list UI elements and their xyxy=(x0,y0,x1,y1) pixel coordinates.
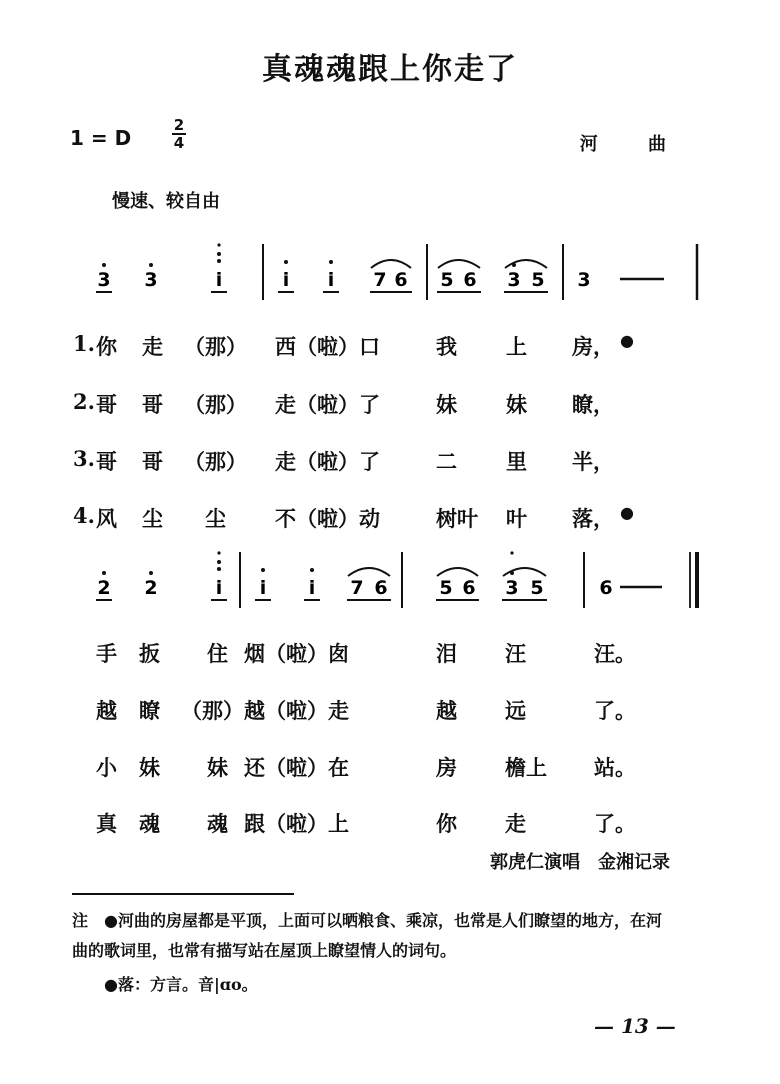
staff1-note: 5 xyxy=(440,269,454,291)
lyric: 檐上 xyxy=(505,755,547,780)
song-origin: 河 曲 xyxy=(579,134,688,155)
verse-number: 2. xyxy=(73,389,95,414)
lyric: 走（啦）了 xyxy=(275,392,380,417)
performer-credits: 郭虎仁演唱 金湘记录 xyxy=(490,852,670,873)
song-title: 真魂魂跟上你走了 xyxy=(262,52,518,87)
lyric: 树叶 xyxy=(436,506,478,531)
lyric: 哥 xyxy=(96,392,117,417)
lyric: 魂 xyxy=(139,811,160,836)
lyric: （那） xyxy=(181,698,244,723)
footnote-label: 注 xyxy=(72,911,89,930)
notation-staff-1 xyxy=(0,236,780,308)
footnote-marker: ● xyxy=(620,503,634,522)
lyric: 魂 xyxy=(207,811,228,836)
staff1-note: i xyxy=(282,269,290,291)
lyric: 叶 xyxy=(506,506,527,531)
staff2-note: 5 xyxy=(530,577,544,599)
lyric: 还（啦）在 xyxy=(244,755,349,780)
lyric: 远 xyxy=(505,698,526,723)
staff1-note: i xyxy=(327,269,335,291)
lyric: 站。 xyxy=(594,755,636,780)
staff2-note: 7 xyxy=(350,577,364,599)
staff2-note: 2 xyxy=(97,577,111,599)
lyric: （那） xyxy=(184,449,247,474)
lyric: 妹 xyxy=(207,755,228,780)
lyric: 妹 xyxy=(436,392,457,417)
staff2-note: i xyxy=(308,577,316,599)
page-number: — 13 — xyxy=(594,1014,676,1038)
lyric: 上 xyxy=(506,334,527,359)
lyric: 里 xyxy=(506,449,527,474)
lyric: 房 xyxy=(436,755,457,780)
verse-number: 3. xyxy=(73,446,95,471)
lyric: 越 xyxy=(96,698,117,723)
lyric: 哥 xyxy=(142,449,163,474)
lyric: 你 xyxy=(436,811,457,836)
staff1-note: 5 xyxy=(531,269,545,291)
staff2-note: 6 xyxy=(374,577,388,599)
footnote-divider xyxy=(72,893,294,895)
lyric: 二 xyxy=(436,449,457,474)
lyric: 汪。 xyxy=(594,641,636,666)
lyric: 房， xyxy=(572,334,614,359)
lyric: 西（啦）口 xyxy=(275,334,380,359)
lyric: 风 xyxy=(96,506,117,531)
lyric: 汪 xyxy=(505,641,526,666)
staff2-note: 2 xyxy=(144,577,158,599)
lyric: 瞭， xyxy=(572,392,614,417)
staff1-note: 3 xyxy=(97,269,111,291)
time-signature xyxy=(172,118,186,150)
staff2-note: 5 xyxy=(439,577,453,599)
lyric: 越 xyxy=(436,698,457,723)
tempo-marking: 慢速、较自由 xyxy=(112,191,220,212)
staff1-note: 3 xyxy=(577,269,591,291)
time-sig-bottom: 4 xyxy=(173,134,185,152)
notation-staff-2 xyxy=(0,544,780,616)
footnote-line: 曲的歌词里，也常有描写站在屋顶上瞭望情人的词句。 xyxy=(72,941,457,960)
verse-number: 1. xyxy=(73,331,95,356)
lyric: 走 xyxy=(142,334,163,359)
lyric: 真 xyxy=(96,811,117,836)
lyric: 哥 xyxy=(96,449,117,474)
time-sig-top: 2 xyxy=(173,116,185,134)
lyric: 越（啦）走 xyxy=(244,698,349,723)
staff1-note: 7 xyxy=(373,269,387,291)
staff1-note: 3 xyxy=(507,269,521,291)
lyric: 你 xyxy=(96,334,117,359)
staff2-note: i xyxy=(215,577,223,599)
verse-number: 4. xyxy=(73,503,95,528)
footnote-line: ●河曲的房屋都是平顶，上面可以晒粮食、乘凉，也常是人们瞭望的地方，在河 xyxy=(104,911,662,930)
lyric: 瞭 xyxy=(139,698,160,723)
lyric: 了。 xyxy=(594,811,636,836)
lyric: （那） xyxy=(184,334,247,359)
staff1-note: 6 xyxy=(394,269,408,291)
lyric: 跟（啦）上 xyxy=(244,811,349,836)
lyric: 我 xyxy=(436,334,457,359)
lyric: 不（啦）动 xyxy=(275,506,380,531)
staff2-note: 3 xyxy=(505,577,519,599)
lyric: 扳 xyxy=(139,641,160,666)
footnote-line: ●落：方言。音|ɑo。 xyxy=(104,975,258,994)
staff1-note: 6 xyxy=(463,269,477,291)
lyric: 尘 xyxy=(142,506,163,531)
lyric: 住 xyxy=(207,641,228,666)
lyric: 烟（啦）囱 xyxy=(244,641,349,666)
staff2-note: 6 xyxy=(462,577,476,599)
lyric: 落， xyxy=(572,506,614,531)
lyric: 尘 xyxy=(205,506,226,531)
lyric: 小 xyxy=(96,755,117,780)
key-signature: 1 = D xyxy=(70,126,132,150)
lyric: 走（啦）了 xyxy=(275,449,380,474)
lyric: （那） xyxy=(184,392,247,417)
staff2-note: 6 xyxy=(599,577,613,599)
lyric: 泪 xyxy=(436,641,457,666)
lyric: 手 xyxy=(96,641,117,666)
lyric: 妹 xyxy=(506,392,527,417)
staff1-note: 3 xyxy=(144,269,158,291)
footnote-marker: ● xyxy=(620,331,634,350)
lyric: 半， xyxy=(572,449,614,474)
staff1-note: i xyxy=(215,269,223,291)
staff2-note: i xyxy=(259,577,267,599)
lyric: 走 xyxy=(505,811,526,836)
lyric: 妹 xyxy=(139,755,160,780)
lyric: 了。 xyxy=(594,698,636,723)
lyric: 哥 xyxy=(142,392,163,417)
